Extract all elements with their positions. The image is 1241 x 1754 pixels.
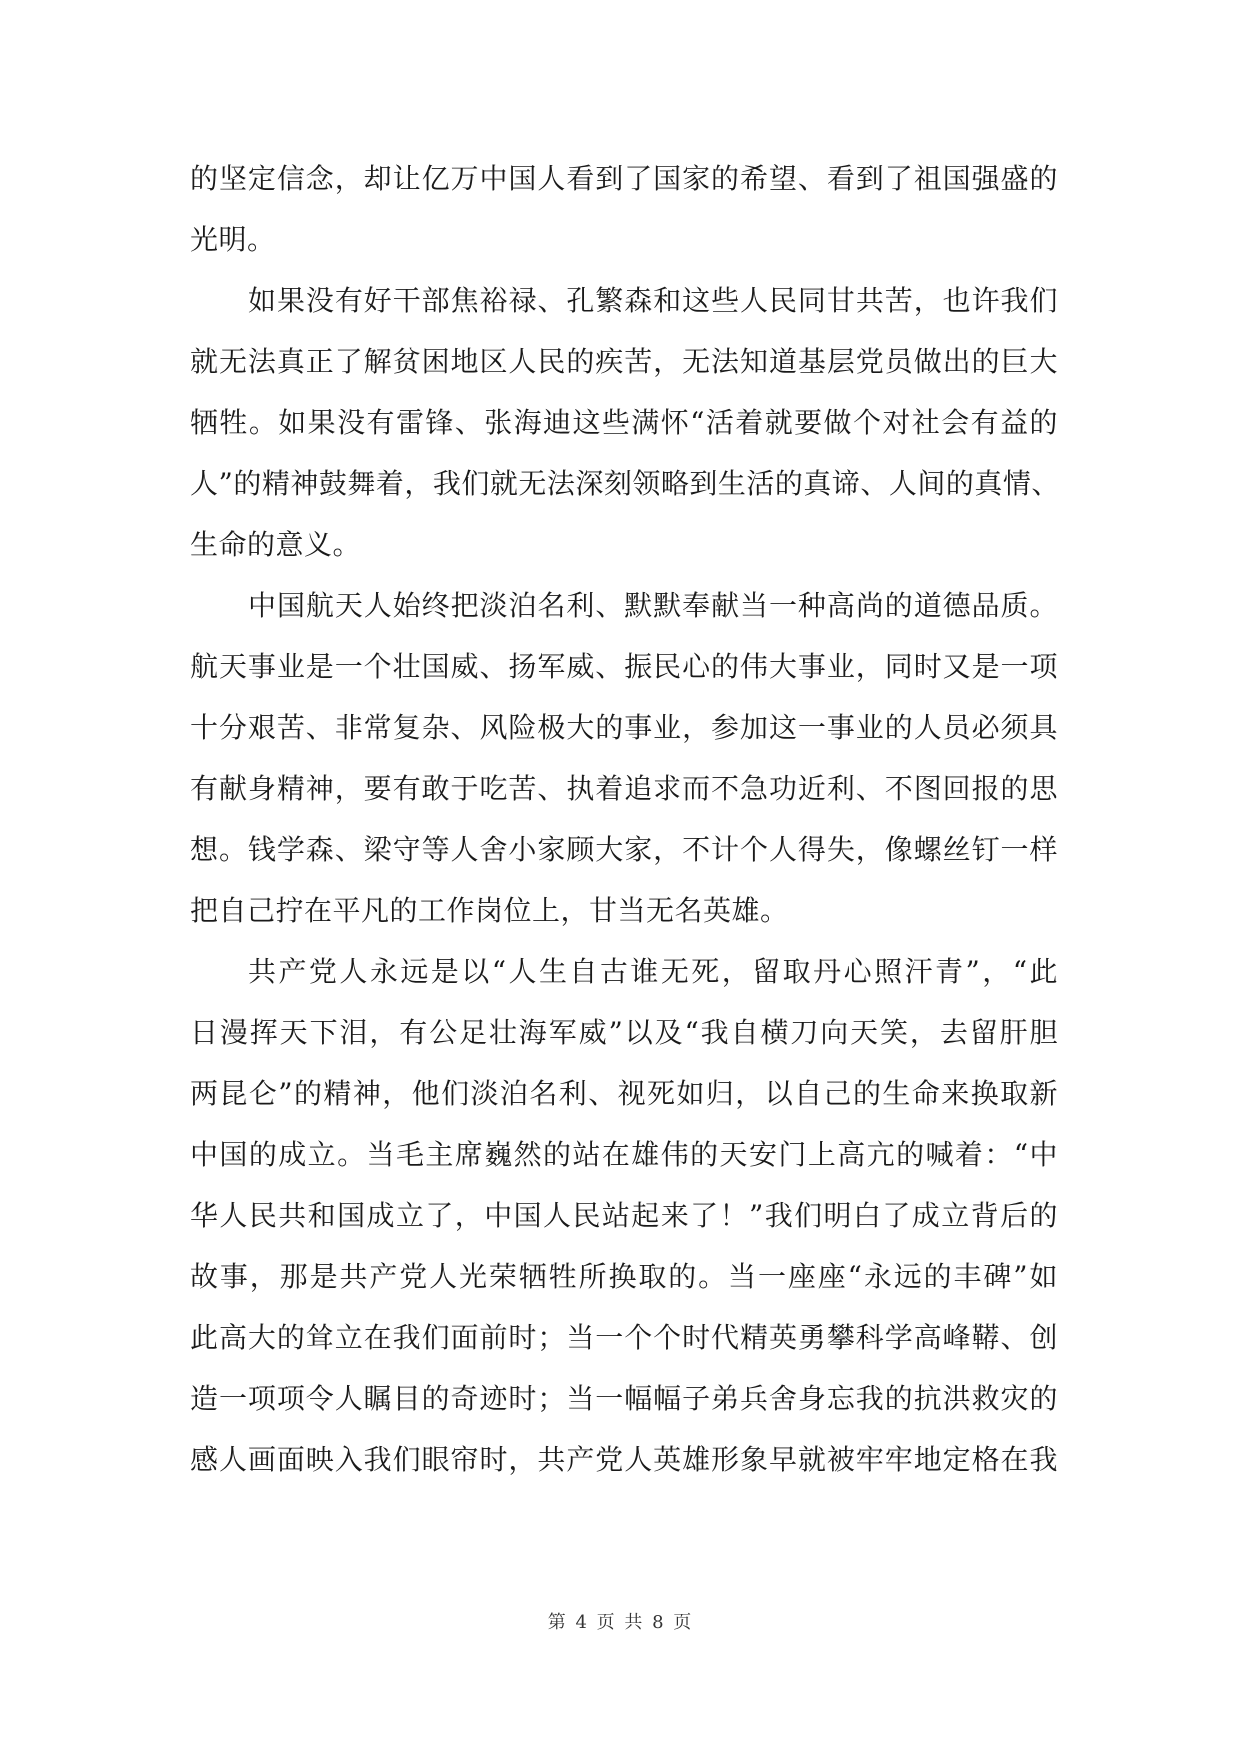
body-text [190, 148, 1058, 1490]
text-line: 两昆仑”的精神，他们淡泊名利、视死如归，以自己的生命来换取新 [190, 1077, 1058, 1110]
text-line: 航天事业是一个壮国威、扬军威、振民心的伟大事业，同时又是一项 [190, 650, 1058, 683]
paragraph-3 [190, 575, 1058, 941]
text-line: 中国航天人始终把淡泊名利、默默奉献当一种高尚的道德品质。 [248, 589, 1058, 622]
text-line: 人”的精神鼓舞着，我们就无法深刻领略到生活的真谛、人间的真情、 [190, 467, 1060, 500]
text-line: 此高大的耸立在我们面前时；当一个个时代精英勇攀科学高峰鞯、创 [190, 1321, 1058, 1354]
paragraph-4 [190, 941, 1058, 1490]
page-footer: 第 4 页 共 8 页 [547, 1612, 694, 1633]
text-line: 把自己拧在平凡的工作岗位上，甘当无名英雄。 [190, 894, 789, 927]
paragraph-1 [190, 148, 1058, 270]
text-line: 牺牲。如果没有雷锋、张海迪这些满怀“活着就要做个对社会有益的 [190, 406, 1058, 439]
text-line: 光明。 [190, 223, 276, 256]
text-line: 生命的意义。 [190, 528, 362, 561]
text-line: 日漫挥天下泪，有公足壮海军威”以及“我自横刀向天笑，去留肝胆 [190, 1016, 1058, 1049]
text-line: 故事，那是共产党人光荣牺牲所换取的。当一座座“永远的丰碑”如 [190, 1260, 1058, 1293]
text-line: 共产党人永远是以“人生自古谁无死，留取丹心照汗青”，“此 [248, 955, 1058, 988]
text-line: 的坚定信念，却让亿万中国人看到了国家的希望、看到了祖国强盛的 [190, 162, 1058, 195]
text-line: 造一项项令人瞩目的奇迹时；当一幅幅子弟兵舍身忘我的抗洪救灾的 [190, 1382, 1058, 1415]
text-line: 华人民共和国成立了，中国人民站起来了！”我们明白了成立背后的 [190, 1199, 1058, 1232]
text-line: 中国的成立。当毛主席巍然的站在雄伟的天安门上高亢的喊着：“中 [190, 1138, 1058, 1171]
paragraph-2 [190, 270, 1058, 575]
text-line: 有献身精神，要有敢于吃苦、执着追求而不急功近利、不图回报的思 [190, 772, 1058, 805]
text-line: 如果没有好干部焦裕禄、孔繁森和这些人民同甘共苦，也许我们 [248, 284, 1058, 317]
text-line: 十分艰苦、非常复杂、风险极大的事业，参加这一事业的人员必须具 [190, 711, 1058, 744]
text-line: 想。钱学森、梁守等人舍小家顾大家，不计个人得失，像螺丝钉一样 [190, 833, 1058, 866]
text-line: 感人画面映入我们眼帘时，共产党人英雄形象早就被牢牢地定格在我 [190, 1443, 1058, 1476]
text-line: 就无法真正了解贫困地区人民的疾苦，无法知道基层党员做出的巨大 [190, 345, 1058, 378]
